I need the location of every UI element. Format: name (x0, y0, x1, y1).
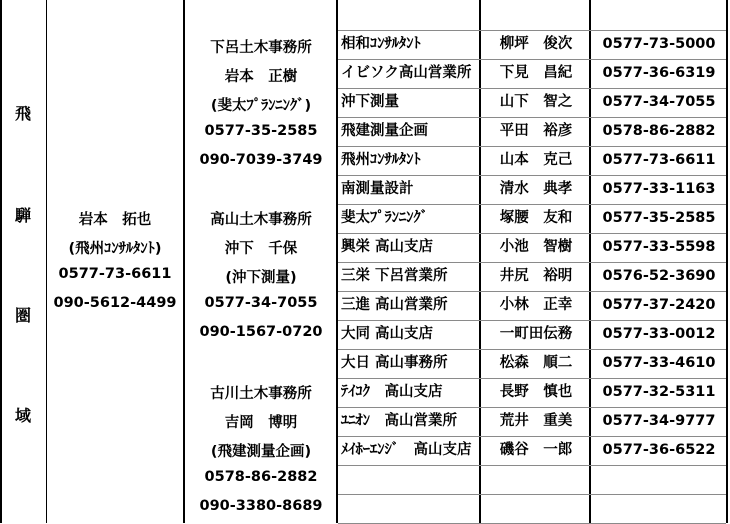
member-company: ﾕﾆｵﾝ 高山営業所 (341, 413, 457, 429)
member-company: 南測量設計 (341, 181, 414, 197)
column-divider (183, 0, 185, 523)
member-company: 飛建測量企画 (341, 123, 428, 139)
member-name (483, 494, 589, 523)
office-contact-company: (飛建測量企画) (210, 444, 312, 460)
member-company (341, 465, 479, 494)
member-company: 興栄 高山支店 (341, 239, 434, 255)
member-company: 大日 高山事務所 (341, 355, 448, 371)
office-contact-name: 吉岡 博明 (224, 415, 298, 431)
member-company: ﾃｲｺｸ 高山支店 (341, 384, 443, 400)
member-phone: 0577-33-1163 (602, 181, 716, 197)
representative-phone: 0577-73-6611 (58, 266, 172, 282)
office-contact-mobile: 090-3380-8689 (199, 498, 323, 514)
member-phone: 0577-73-5000 (602, 36, 716, 52)
table-border-left (0, 0, 2, 523)
member-company: イビソク高山営業所 (341, 65, 472, 81)
office-name: 高山土木事務所 (210, 212, 312, 228)
member-name: 磯谷 一郎 (499, 442, 573, 458)
member-name: 柳坪 俊次 (499, 36, 573, 52)
member-phone (593, 465, 725, 494)
member-name: 下見 昌紀 (499, 65, 573, 81)
member-company (341, 494, 479, 523)
region-label-char: 圏 (14, 306, 31, 325)
member-phone (593, 494, 725, 523)
office-contact-mobile: 090-7039-3749 (199, 152, 323, 168)
member-company: 飛州ｺﾝｻﾙﾀﾝﾄ (341, 152, 421, 168)
office-contact-phone: 0577-34-7055 (204, 295, 318, 311)
representative-name: 岩本 拓也 (78, 212, 152, 228)
member-phone: 0577-34-9777 (602, 413, 716, 429)
office-contact-mobile: 090-1567-0720 (199, 324, 323, 340)
member-name: 一町田伝務 (499, 326, 573, 342)
member-company: 三進 高山営業所 (341, 297, 448, 313)
member-phone: 0577-33-4610 (602, 355, 716, 371)
office-contact-name: 沖下 千保 (224, 241, 298, 257)
member-phone: 0577-33-0012 (602, 326, 716, 342)
member-name: 井尻 裕明 (499, 268, 573, 284)
office-contact-name: 岩本 正樹 (224, 69, 298, 85)
member-phone: 0577-34-7055 (602, 94, 716, 110)
member-name: 長野 慎也 (499, 384, 573, 400)
office-contact-phone: 0577-35-2585 (204, 123, 318, 139)
member-company: 斐太ﾌﾟﾗﾝﾆﾝｸﾞ (341, 210, 428, 226)
column-divider (46, 0, 47, 523)
member-phone: 0577-36-6319 (602, 65, 716, 81)
member-name: 山下 智之 (499, 94, 573, 110)
member-company: ﾒｲﾎｰｴﾝｼﾞ 高山支店 (341, 442, 472, 458)
region-label-char: 飛 (14, 104, 31, 123)
member-name: 塚腰 友和 (499, 210, 573, 226)
member-name: 山本 克己 (499, 152, 573, 168)
member-name: 小林 正幸 (499, 297, 573, 313)
office-name: 古川土木事務所 (210, 386, 312, 402)
office-contact-company: (沖下測量) (225, 270, 297, 286)
region-label-char: 騨 (14, 206, 31, 225)
member-name: 松森 順二 (499, 355, 573, 371)
representative-mobile: 090-5612-4499 (53, 295, 177, 311)
member-name: 荒井 重美 (499, 413, 573, 429)
member-phone: 0577-73-6611 (602, 152, 716, 168)
member-company: 大同 高山支店 (341, 326, 434, 342)
member-name: 小池 智樹 (499, 239, 573, 255)
member-name: 清水 典孝 (499, 181, 573, 197)
member-name: 平田 裕彦 (499, 123, 573, 139)
office-contact-company: (斐太ﾌﾟﾗﾝﾆﾝｸﾞ) (210, 98, 312, 114)
representative-company: (飛州ｺﾝｻﾙﾀﾝﾄ) (68, 241, 162, 257)
member-phone: 0577-35-2585 (602, 210, 716, 226)
member-company: 相和ｺﾝｻﾙﾀﾝﾄ (341, 36, 421, 52)
table-border-right (726, 0, 728, 523)
office-contact-phone: 0578-86-2882 (204, 469, 318, 485)
region-label-char: 域 (14, 406, 31, 425)
member-phone: 0576-52-3690 (602, 268, 716, 284)
member-company: 三栄 下呂営業所 (341, 268, 448, 284)
member-phone: 0577-32-5311 (602, 384, 716, 400)
member-phone: 0577-33-5598 (602, 239, 716, 255)
member-name (483, 465, 589, 494)
office-name: 下呂土木事務所 (210, 40, 312, 56)
member-phone: 0577-36-6522 (602, 442, 716, 458)
member-company: 沖下測量 (341, 94, 399, 110)
member-phone: 0578-86-2882 (602, 123, 716, 139)
member-phone: 0577-37-2420 (602, 297, 716, 313)
